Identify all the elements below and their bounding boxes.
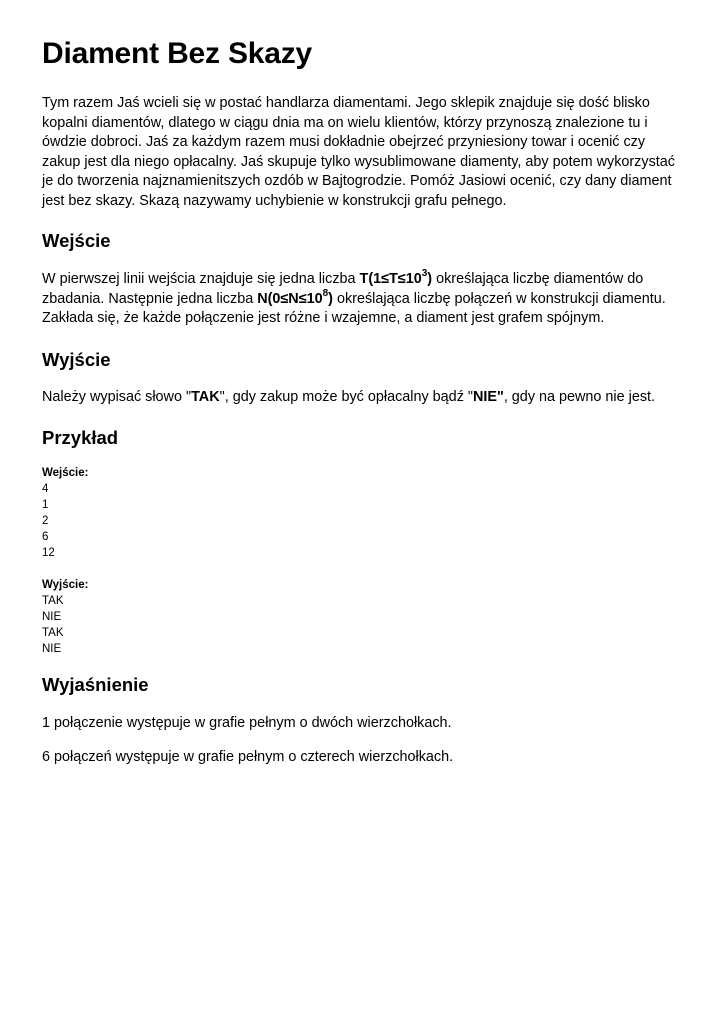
example-input-block [42,465,682,561]
example-input-line: 4 [42,483,49,495]
example-output-line: TAK [42,627,64,639]
output-text-3: , gdy na pewno nie jest. [503,388,656,405]
example-output-line: TAK [42,595,64,607]
example-output-block [42,577,682,657]
example-output-label: Wyjście: [42,579,89,591]
explanation-line: 6 połączeń występuje w grafie pełnym o czterech wierzchołkach. [42,748,454,765]
output-heading: Wyjście [42,348,111,370]
input-text-3: określająca liczbę połączeń w konstrukcji diamentu. Zakłada się, że każde połączenie jest różne i wzajemne, a diament jest grafem spójnym. [42,290,666,326]
page-title: Diament Bez Skazy [42,37,313,70]
example-output-line: NIE [42,611,62,623]
input-bold-t: $T(1\le T\le 10^3)$ [359,268,433,287]
example-input-line: 2 [42,515,49,527]
input-paragraph [42,270,682,329]
input-text-2: określająca liczbę diamentów do zbadania. Następnie jedna liczba [42,271,644,307]
input-text-1: W pierwszej linii wejścia znajduje się jedna liczba [42,271,360,287]
example-input-line: 1 [42,499,49,511]
output-bold-nie: NIE" [473,388,504,405]
example-input-line: 6 [42,531,49,543]
example-output-line: NIE [42,643,62,655]
explanation-heading: Wyjaśnienie [42,674,149,695]
example-input-line: 12 [42,547,55,559]
intro-paragraph: Tym razem Jaś wcieli się w postać handlarza diamentami. Jego sklepik znajduje się dość blisko kopalni diamentów, dlatego w ciągu dnia ma on wielu klientów, którzy przynoszą znalezione tu i ówdzie dobroci. Jaś za każdym razem musi dokładnie obejrzeć przyniesiony towar i ocenić czy zakup jest dla niego opłacalny. Jaś skupuje tylko wysublimowane diamenty, aby potem wykorzystać je do tworzenia najznamienitszych ozdób w Bajtogrodzie. Pomóż Jasiowi ocenić, czy dany diament jest bez skazy. Skazą nazywamy uchybienie w konstrukcji grafu pełnego. [42,95,675,209]
example-input-label: Wejście: [42,467,89,479]
input-bold-n: $N(0\le N\le 10^8)$ [257,287,333,307]
output-text-1: Należy wypisać słowo " [42,388,192,405]
input-sup-n: 8 [322,287,329,299]
input-sup-t: 3 [421,268,428,279]
output-text-2: ", gdy zakup może być opłacalny bądź " [219,388,473,405]
input-heading: Wejście [42,230,111,251]
example-heading: Przykład [42,427,119,448]
explanation-line: 1 połączenie występuje w grafie pełnym o dwóch wierzchołkach. [42,715,452,731]
output-bold-tak: TAK [191,388,220,405]
output-paragraph [42,388,682,408]
